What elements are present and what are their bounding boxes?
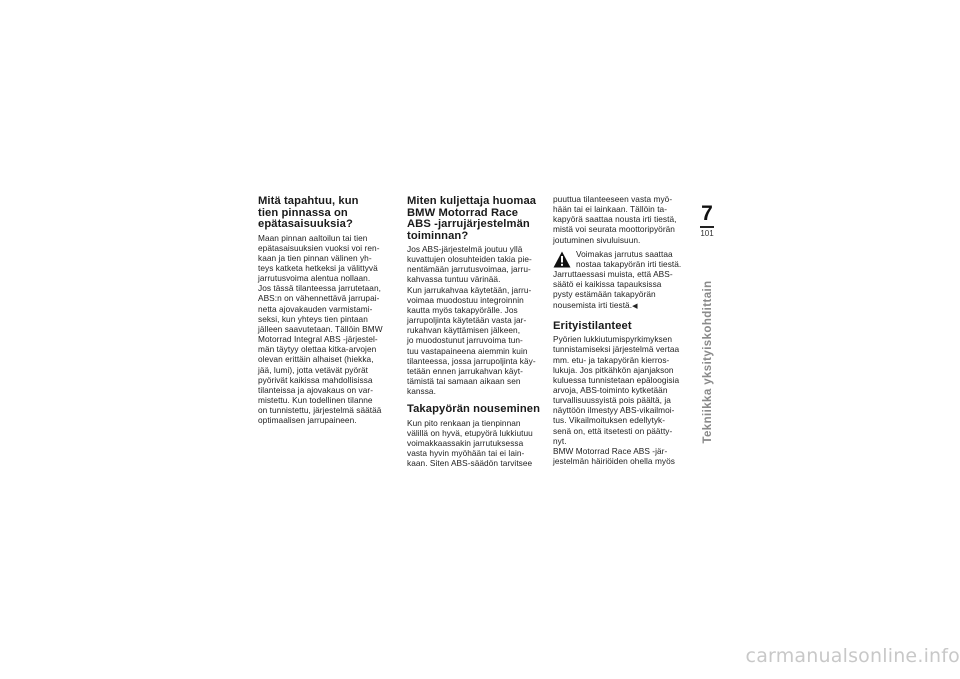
section-body: puuttua tilanteeseen vasta myö- hään tai ei lainkaan. Tällöin ta- kapyörä saattaa nousta irti tiestä, mistä voi seurata moottoripyörän joutuminen sivuluisuun. <box>553 194 677 245</box>
section-heading: Mitä tapahtuu, kun tien pinnassa on epätasaisuuksia? <box>258 195 359 230</box>
section-heading: Takapyörän nouseminen <box>407 403 541 416</box>
section-heading: Miten kuljettaja huomaa BMW Motorrad Race ABS -jarrujärjestelmän toiminnan? <box>407 195 537 242</box>
section-body: Kun pito renkaan ja tienpinnan välillä on hyvä, etupyörä lukkiutuu voimakkaassakin jarrutuksessa vasta hyvin myöhään tai ei lain- kaan. Siten ABS-säädön tarvitsee <box>407 417 533 469</box>
side-chapter-title: Tekniikka yksityiskohdittain <box>702 280 714 444</box>
warning-text: Voimakas jarrutus saattaa nostaa takapyörän irti tiestä. Jarruttaessasi muista, että ABS- säätö ei kaikissa tapauksissa pysty estämään takapyörän nousemista irti tiestä.◀ <box>553 248 682 310</box>
warning-triangle-icon <box>553 251 571 268</box>
chapter-number: 7 <box>701 202 713 225</box>
warning-block <box>553 249 690 312</box>
section-body: Maan pinnan aaltoilun tai tien epätasaisuuksien vuoksi voi ren- kaan ja tien pinnan välinen yh- teys katketa hetkeksi ja välittyvä jarrutusvoima alentua nollaan. Jos tässä tilanteessa jarrutetaan, ABS:n on vähennettävä jarrupai- netta ajovakauden varmistami- seksi, kun yhteys tien pintaan jälleen saavutetaan. Tällöin BMW Motorrad Integral ABS -järjestel- män täytyy olettaa kitka-arvojen olevan erittäin alhaiset (hiekka, jää, lumi), jotta vetävät pyörät pyörivät kaikissa mahdollisissa tilanteissa ja ajovakaus on var- mistettu. Kun todellinen tilanne on tunnistettu, järjestelmä säätää optimaalisen jarrupaineen. <box>258 232 383 426</box>
chapter-divider <box>700 226 714 228</box>
page-number: 101 <box>700 228 714 238</box>
column-2 <box>407 196 545 469</box>
end-mark-icon: ◀ <box>632 302 638 310</box>
column-3 <box>553 194 690 466</box>
column-1 <box>258 196 398 425</box>
section-body: Pyörien lukkiutumispyrkimyksen tunnistamiseksi järjestelmä vertaa mm. etu- ja takapyörän kierros- lukuja. Jos pitkähkön ajanjakson kuluessa tunnistetaan epäloogisia arvoja, ABS-toiminto kytketään turvallisuussyistä pois päältä, ja näyttöön ilmestyy ABS-vikailmoi- tus. Vikailmoituksen edellytyk- senä on, että itsetesti on päätty- nyt. BMW Motorrad Race ABS -jär- jestelmän häiriöiden ohella myös <box>553 334 680 467</box>
watermark: carmanualsonline.info <box>745 645 960 667</box>
section-heading: Erityistilanteet <box>553 319 632 332</box>
section-body: Jos ABS-järjestelmä joutuu yllä kuvattujen olosuhteiden takia pie- nentämään jarrutusvoimaa, jarru- kahvassa tuntuu värinää. Kun jarrukahvaa käytetään, jarru- voimaa muodostuu integroinnin kautta myös takapyörälle. Jos jarrupoljinta käytetään vasta jar- rukahvan käyttämisen jälkeen, jo muodostunut jarruvoima tun- tuu vastapaineena aiemmin kuin tilanteessa, jossa jarrupoljinta käy- tetään ennen jarrukahvan käyt- tämistä tai samaan aikaan sen kanssa. <box>407 244 536 397</box>
chapter-tab <box>700 203 714 239</box>
